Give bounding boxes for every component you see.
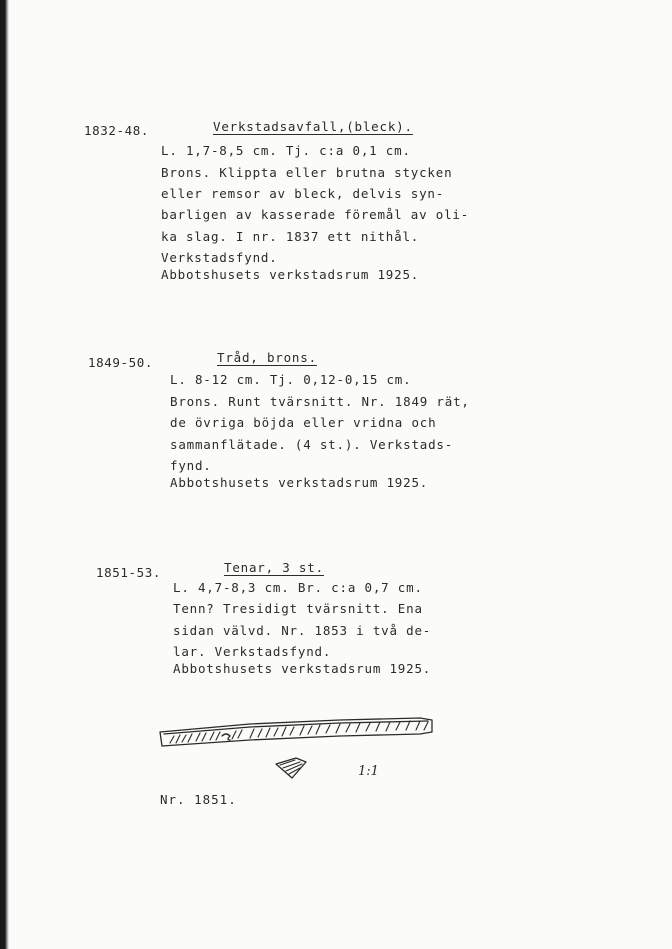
entry-title: Tråd, brons. — [217, 350, 317, 365]
entry-text-line: eller remsor av bleck, delvis syn- — [161, 186, 445, 201]
entry-number: 1849-50. — [88, 355, 154, 370]
entry-number: 1832-48. — [84, 123, 150, 138]
scale-label: 1:1 — [358, 764, 379, 779]
entry-text-line: ka slag. I nr. 1837 ett nithål. — [161, 229, 420, 244]
drawing-caption: Nr. 1851. — [160, 792, 237, 807]
entry-text-line: Brons. Klippta eller brutna stycken — [161, 165, 453, 180]
entry-text-line: sidan välvd. Nr. 1853 i två de- — [173, 623, 432, 638]
entry-number: 1851-53. — [96, 565, 162, 580]
object-sketch — [150, 712, 450, 792]
entry-text-line: L. 8-12 cm. Tj. 0,12-0,15 cm. — [170, 372, 412, 387]
entry-text-line: barligen av kasserade föremål av oli- — [161, 207, 470, 222]
entry-text-line: lar. Verkstadsfynd. — [173, 644, 332, 659]
entry-text-line: Abbotshusets verkstadsrum 1925. — [161, 267, 420, 282]
entry-text-line: L. 4,7-8,3 cm. Br. c:a 0,7 cm. — [173, 580, 423, 595]
entry-title: Verkstadsavfall,(bleck). — [213, 119, 413, 134]
entry-text-line: Tenn? Tresidigt tvärsnitt. Ena — [173, 601, 423, 616]
entry-text-line: Brons. Runt tvärsnitt. Nr. 1849 rät, — [170, 394, 470, 409]
entry-text-line: fynd. — [170, 458, 212, 473]
entry-text-line: sammanflätade. (4 st.). Verkstads- — [170, 437, 454, 452]
page-edge-shadow — [0, 0, 9, 949]
entry-title: Tenar, 3 st. — [224, 560, 324, 575]
bar-marking — [222, 734, 230, 740]
entry-text-line: L. 1,7-8,5 cm. Tj. c:a 0,1 cm. — [161, 143, 411, 158]
entry-text-line: Abbotshusets verkstadsrum 1925. — [173, 661, 432, 676]
entry-text-line: Abbotshusets verkstadsrum 1925. — [170, 475, 429, 490]
entry-text-line: de övriga böjda eller vridna och — [170, 415, 437, 430]
entry-text-line: Verkstadsfynd. — [161, 250, 278, 265]
